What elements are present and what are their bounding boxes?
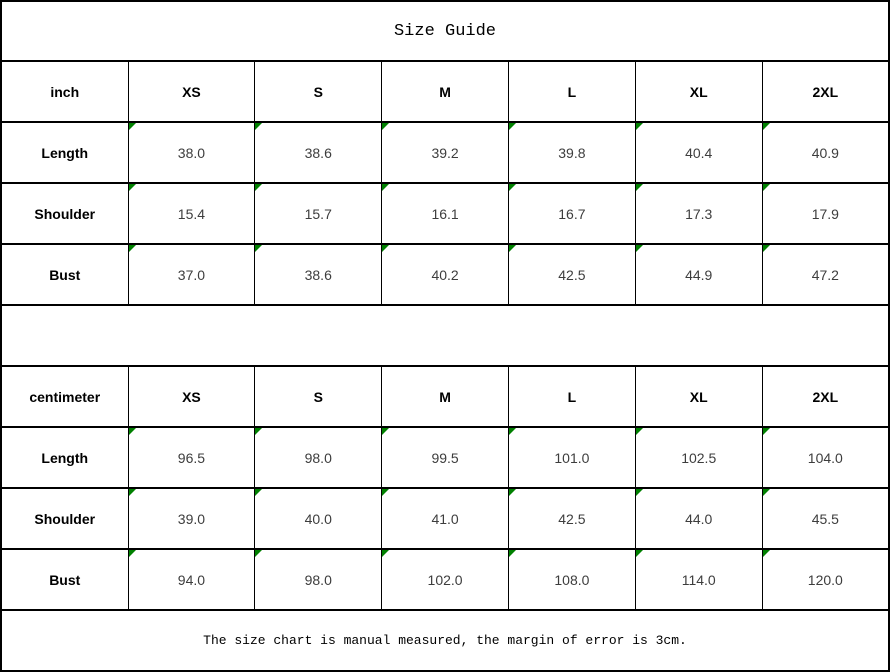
size-column-header: 2XL: [762, 366, 889, 427]
corner-marker-icon: [382, 428, 389, 435]
corner-marker-icon: [509, 245, 516, 252]
size-value: 47.2: [811, 266, 839, 283]
size-value-cell: [635, 183, 762, 244]
size-value-cell: [255, 183, 382, 244]
corner-marker-icon: [763, 245, 770, 252]
size-value: 99.5: [431, 449, 459, 466]
size-value: 101.0: [554, 449, 590, 466]
size-column-header: L: [508, 61, 635, 122]
corner-marker-icon: [763, 489, 770, 496]
measurement-label: Bust: [1, 244, 128, 305]
corner-marker-icon: [255, 428, 262, 435]
size-column-header: XS: [128, 61, 255, 122]
size-value: 98.0: [304, 571, 332, 588]
size-value-cell: [382, 488, 509, 549]
size-value-cell: [762, 549, 889, 610]
size-value: 98.0: [304, 449, 332, 466]
size-value-cell: [762, 122, 889, 183]
table-row: [1, 549, 889, 610]
size-value: 94.0: [177, 571, 206, 588]
spacer-cell: [1, 305, 889, 366]
size-value-cell: [508, 183, 635, 244]
size-value-cell: [635, 488, 762, 549]
measurement-label: Length: [1, 427, 128, 488]
footnote: The size chart is manual measured, the margin of error is 3cm.: [1, 610, 889, 671]
table-row: [1, 488, 889, 549]
corner-marker-icon: [255, 550, 262, 557]
size-column-header: XL: [635, 366, 762, 427]
corner-marker-icon: [129, 184, 136, 191]
size-value-cell: [382, 183, 509, 244]
size-value: 120.0: [807, 571, 843, 588]
corner-marker-icon: [382, 489, 389, 496]
size-value-cell: [382, 549, 509, 610]
title-row: [1, 1, 889, 61]
size-value: 15.7: [304, 205, 332, 222]
spacer-row: [1, 305, 889, 366]
size-value: 41.0: [431, 510, 459, 527]
size-value: 39.8: [558, 144, 586, 161]
corner-marker-icon: [129, 123, 136, 130]
size-column-header: 2XL: [762, 61, 889, 122]
size-value-cell: [508, 244, 635, 305]
size-value-cell: [382, 244, 509, 305]
size-value: 38.6: [304, 144, 332, 161]
size-value-cell: [128, 427, 255, 488]
corner-marker-icon: [763, 428, 770, 435]
corner-marker-icon: [255, 489, 262, 496]
table-row: [1, 122, 889, 183]
size-value-cell: [128, 183, 255, 244]
size-value: 40.2: [431, 266, 459, 283]
size-value-cell: [508, 488, 635, 549]
size-value-cell: [635, 427, 762, 488]
size-value-cell: [762, 427, 889, 488]
size-value: 16.7: [558, 205, 586, 222]
size-value-cell: [508, 549, 635, 610]
corner-marker-icon: [763, 550, 770, 557]
size-value: 38.0: [177, 144, 206, 161]
corner-marker-icon: [636, 428, 643, 435]
size-column-header: S: [255, 366, 382, 427]
size-value-cell: [255, 427, 382, 488]
size-value-cell: [762, 244, 889, 305]
size-value: 104.0: [807, 449, 843, 466]
size-value: 108.0: [554, 571, 590, 588]
corner-marker-icon: [636, 489, 643, 496]
size-value-cell: [255, 549, 382, 610]
size-value: 17.9: [811, 205, 839, 222]
page-title: Size Guide: [1, 1, 889, 61]
size-column-header: M: [382, 366, 509, 427]
size-value-cell: [255, 122, 382, 183]
size-value-cell: [255, 244, 382, 305]
size-value-cell: [128, 488, 255, 549]
size-value: 42.5: [558, 266, 586, 283]
size-value: 42.5: [558, 510, 586, 527]
corner-marker-icon: [509, 123, 516, 130]
size-value: 15.4: [177, 205, 206, 222]
size-value: 102.0: [427, 571, 463, 588]
inch-header-row: [1, 61, 889, 122]
corner-marker-icon: [509, 184, 516, 191]
size-value: 44.9: [685, 266, 713, 283]
corner-marker-icon: [382, 550, 389, 557]
corner-marker-icon: [382, 245, 389, 252]
size-value-cell: [128, 549, 255, 610]
size-value-cell: [508, 122, 635, 183]
table-row: [1, 183, 889, 244]
size-value-cell: [762, 488, 889, 549]
size-column-header: XS: [128, 366, 255, 427]
table-row: [1, 244, 889, 305]
size-column-header: S: [255, 61, 382, 122]
corner-marker-icon: [129, 428, 136, 435]
size-value-cell: [128, 122, 255, 183]
size-value: 40.4: [685, 144, 713, 161]
corner-marker-icon: [509, 428, 516, 435]
size-value-cell: [128, 244, 255, 305]
size-value: 17.3: [685, 205, 713, 222]
corner-marker-icon: [129, 245, 136, 252]
size-value: 44.0: [685, 510, 713, 527]
size-value: 96.5: [177, 449, 206, 466]
footer-row: [1, 610, 889, 671]
size-value: 114.0: [681, 571, 716, 588]
centimeter-header-row: [1, 366, 889, 427]
corner-marker-icon: [636, 123, 643, 130]
size-value: 40.0: [304, 510, 332, 527]
size-value: 16.1: [431, 205, 459, 222]
size-value-cell: [255, 488, 382, 549]
size-column-header: L: [508, 366, 635, 427]
size-value: 37.0: [177, 266, 206, 283]
corner-marker-icon: [636, 550, 643, 557]
corner-marker-icon: [763, 184, 770, 191]
size-column-header: M: [382, 61, 509, 122]
measurement-label: Shoulder: [1, 488, 128, 549]
size-value-cell: [382, 427, 509, 488]
corner-marker-icon: [382, 184, 389, 191]
size-value: 102.5: [681, 449, 717, 466]
corner-marker-icon: [129, 550, 136, 557]
size-value-cell: [508, 427, 635, 488]
corner-marker-icon: [636, 245, 643, 252]
size-value-cell: [635, 549, 762, 610]
size-value: 45.5: [811, 510, 839, 527]
measurement-label: Length: [1, 122, 128, 183]
size-value: 38.6: [304, 266, 332, 283]
corner-marker-icon: [129, 489, 136, 496]
measurement-label: Shoulder: [1, 183, 128, 244]
corner-marker-icon: [509, 489, 516, 496]
corner-marker-icon: [255, 123, 262, 130]
corner-marker-icon: [255, 245, 262, 252]
size-value-cell: [382, 122, 509, 183]
measurement-label: Bust: [1, 549, 128, 610]
size-value-cell: [635, 122, 762, 183]
corner-marker-icon: [509, 550, 516, 557]
unit-header-centimeter: centimeter: [1, 366, 128, 427]
corner-marker-icon: [382, 123, 389, 130]
table-row: [1, 427, 889, 488]
corner-marker-icon: [255, 184, 262, 191]
size-column-header: XL: [635, 61, 762, 122]
size-value: 39.0: [177, 510, 206, 527]
size-value: 39.2: [431, 144, 459, 161]
corner-marker-icon: [763, 123, 770, 130]
size-value-cell: [762, 183, 889, 244]
size-value: 40.9: [811, 144, 839, 161]
unit-header-inch: inch: [1, 61, 128, 122]
size-value-cell: [635, 244, 762, 305]
corner-marker-icon: [636, 184, 643, 191]
